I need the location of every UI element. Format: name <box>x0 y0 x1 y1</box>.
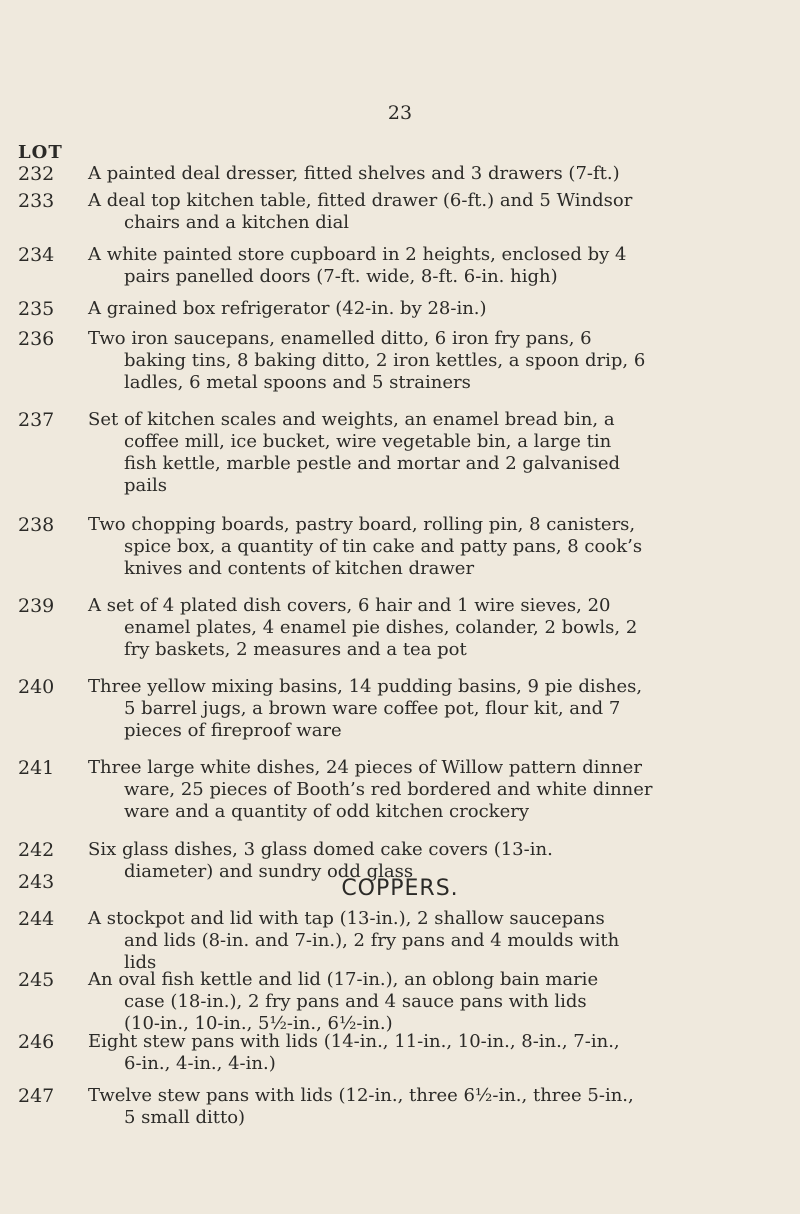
lot-number: 237 <box>18 409 55 431</box>
lot-description <box>88 409 778 497</box>
description-line: pieces of fireproof ware <box>124 720 342 741</box>
lot-description <box>88 839 778 883</box>
description-line: An oval fish kettle and lid (17-in.), an oblong bain marie <box>88 969 599 990</box>
description-line: case (18-in.), 2 fry pans and 4 sauce pans with lids <box>124 991 587 1012</box>
description-line: Six glass dishes, 3 glass domed cake covers (13-in. <box>88 839 553 860</box>
lot-number: 241 <box>18 757 55 779</box>
description-line: Three large white dishes, 24 pieces of Willow pattern dinner <box>88 757 642 778</box>
lot-description <box>88 190 778 234</box>
lot-description <box>88 969 778 1035</box>
page-number: 23 <box>387 102 413 124</box>
lot-number: 236 <box>18 328 55 350</box>
description-line: ware and a quantity of odd kitchen crockery <box>124 801 529 822</box>
lot-description <box>88 298 778 320</box>
description-line: (10-in., 10-in., 5½-in., 6½-in.) <box>124 1013 393 1034</box>
lot-number: 245 <box>18 969 55 991</box>
description-line: Twelve stew pans with lids (12-in., three 6½-in., three 5-in., <box>88 1085 634 1106</box>
description-line: 5 small ditto) <box>124 1107 246 1128</box>
description-line: Three yellow mixing basins, 14 pudding basins, 9 pie dishes, <box>88 676 643 697</box>
lot-number: 234 <box>18 244 55 266</box>
lot-number: 242 <box>18 839 55 861</box>
description-line: Two iron saucepans, enamelled ditto, 6 iron fry pans, 6 <box>88 328 592 349</box>
lot-number: 239 <box>18 595 55 617</box>
lot-description <box>88 514 778 580</box>
description-line: pairs panelled doors (7-ft. wide, 8-ft. 6-in. high) <box>124 266 558 287</box>
description-line: A deal top kitchen table, fitted drawer (6-ft.) and 5 Windsor <box>88 190 633 211</box>
description-line: A stockpot and lid with tap (13-in.), 2 shallow saucepans <box>88 908 605 929</box>
section-heading-coppers: COPPERS. <box>341 876 459 901</box>
description-line: A set of 4 plated dish covers, 6 hair and 1 wire sieves, 20 <box>88 595 611 616</box>
description-line: spice box, a quantity of tin cake and patty pans, 8 cook’s <box>124 536 643 557</box>
lot-number: 233 <box>18 190 55 212</box>
lot-description <box>88 676 778 742</box>
description-line: ladles, 6 metal spoons and 5 strainers <box>124 372 471 393</box>
description-line: coffee mill, ice bucket, wire vegetable bin, a large tin <box>124 431 612 452</box>
description-line: and lids (8-in. and 7-in.), 2 fry pans and 4 moulds with <box>124 930 620 951</box>
lot-number: 235 <box>18 298 55 320</box>
description-line: lids <box>124 952 157 973</box>
description-line: Set of kitchen scales and weights, an enamel bread bin, a <box>88 409 615 430</box>
lot-number: 243 <box>18 871 55 893</box>
description-line: 6-in., 4-in., 4-in.) <box>124 1053 276 1074</box>
lot-column-header: LOT <box>18 142 63 163</box>
description-line: knives and contents of kitchen drawer <box>124 558 475 579</box>
lot-description <box>88 595 778 661</box>
lot-description <box>88 163 778 185</box>
description-line: A white painted store cupboard in 2 heights, enclosed by 4 <box>88 244 627 265</box>
description-line: pails <box>124 475 168 496</box>
description-line: diameter) and sundry odd glass <box>124 861 414 882</box>
description-line: Two chopping boards, pastry board, rolling pin, 8 canisters, <box>88 514 636 535</box>
lot-description <box>88 328 778 394</box>
description-line: fry baskets, 2 measures and a tea pot <box>124 639 467 660</box>
lot-description <box>88 244 778 288</box>
description-line: A grained box refrigerator (42-in. by 28-in.) <box>88 298 487 319</box>
description-line: ware, 25 pieces of Booth’s red bordered and white dinner <box>124 779 653 800</box>
description-line: baking tins, 8 baking ditto, 2 iron kettles, a spoon drip, 6 <box>124 350 646 371</box>
description-line: chairs and a kitchen dial <box>124 212 350 233</box>
description-line: Eight stew pans with lids (14-in., 11-in., 10-in., 8-in., 7-in., <box>88 1031 620 1052</box>
lot-number: 240 <box>18 676 55 698</box>
description-line: 5 barrel jugs, a brown ware coffee pot, flour kit, and 7 <box>124 698 621 719</box>
lot-number: 244 <box>18 908 55 930</box>
lot-description <box>88 1031 778 1075</box>
lot-description <box>88 757 778 823</box>
description-line: enamel plates, 4 enamel pie dishes, colander, 2 bowls, 2 <box>124 617 638 638</box>
lot-number: 247 <box>18 1085 55 1107</box>
lot-number: 246 <box>18 1031 55 1053</box>
description-line: fish kettle, marble pestle and mortar and 2 galvanised <box>124 453 621 474</box>
lot-number: 238 <box>18 514 55 536</box>
lot-description <box>88 908 778 974</box>
lot-number: 232 <box>18 163 55 185</box>
lot-description <box>88 1085 778 1129</box>
description-line: A painted deal dresser, fitted shelves and 3 drawers (7-ft.) <box>88 163 620 184</box>
